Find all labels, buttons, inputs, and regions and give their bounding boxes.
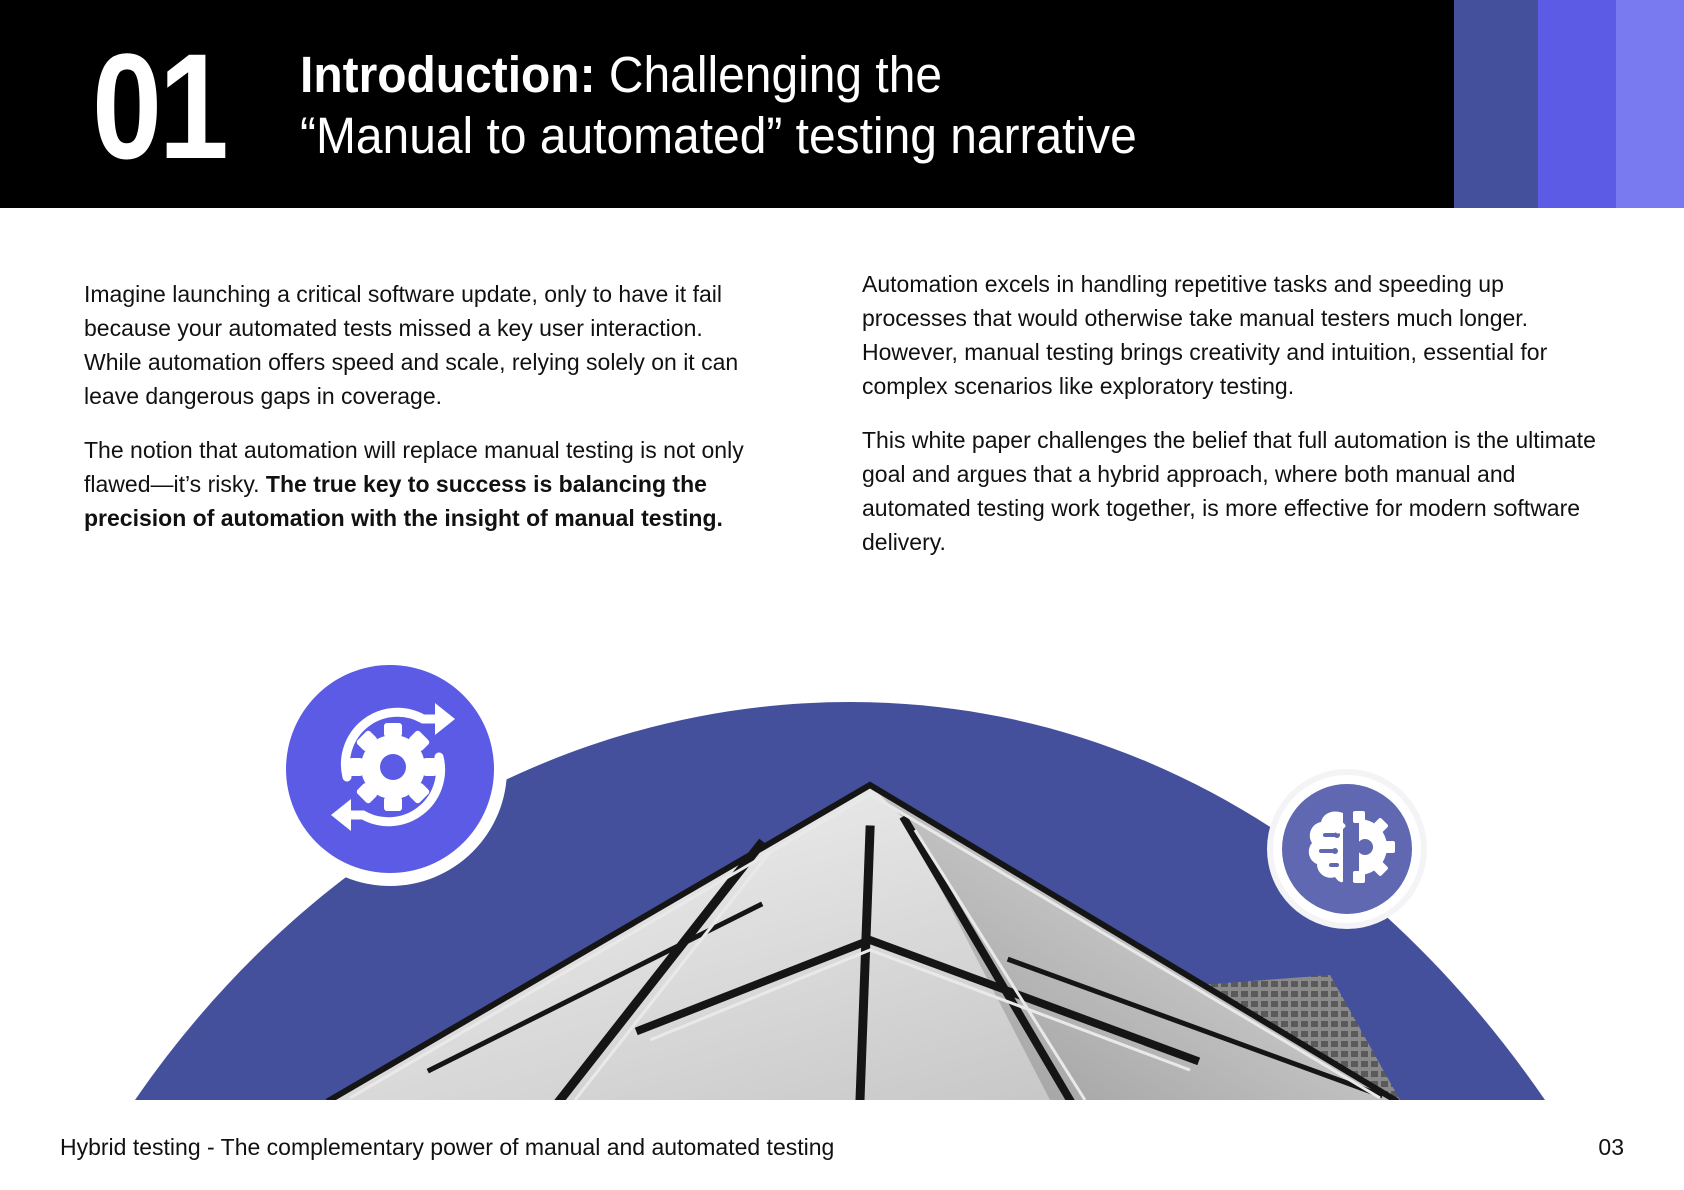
title-bold: Introduction: — [300, 46, 596, 103]
chapter-number: 01 — [92, 22, 226, 190]
title-rest: Challenging the — [595, 46, 943, 103]
page-number: 03 — [1598, 1134, 1624, 1160]
left-paragraph-1: Imagine launching a critical software update, only to have it fail because your automated tests missed a key user interaction. While automation offers speed and scale, relying solely on it can leave dangerous gaps in coverage. — [84, 281, 739, 409]
right-paragraph-1: Automation excels in handling repetitive tasks and speeding up processes that would otherwise take manual testers much longer. However, manual testing brings creativity and intuition, essential for complex scenarios like exploratory testing. — [862, 271, 1548, 399]
left-paragraph-2-plain: The notion that automation will replace manual testing is not only flawed—it’s risky. — [84, 437, 744, 497]
left-paragraph-2-bold: The true key to success is balancing the precision of automation with the insight of manual testing. — [84, 471, 723, 531]
right-paragraph-2: This white paper challenges the belief that full automation is the ultimate goal and argues that a hybrid approach, where both manual and automated testing work together, is more effective for modern software delivery. — [862, 427, 1596, 555]
title-line-2: “Manual to automated” testing narrative — [300, 107, 1137, 164]
footer-document-title: Hybrid testing - The complementary power of manual and automated testing — [60, 1134, 835, 1160]
